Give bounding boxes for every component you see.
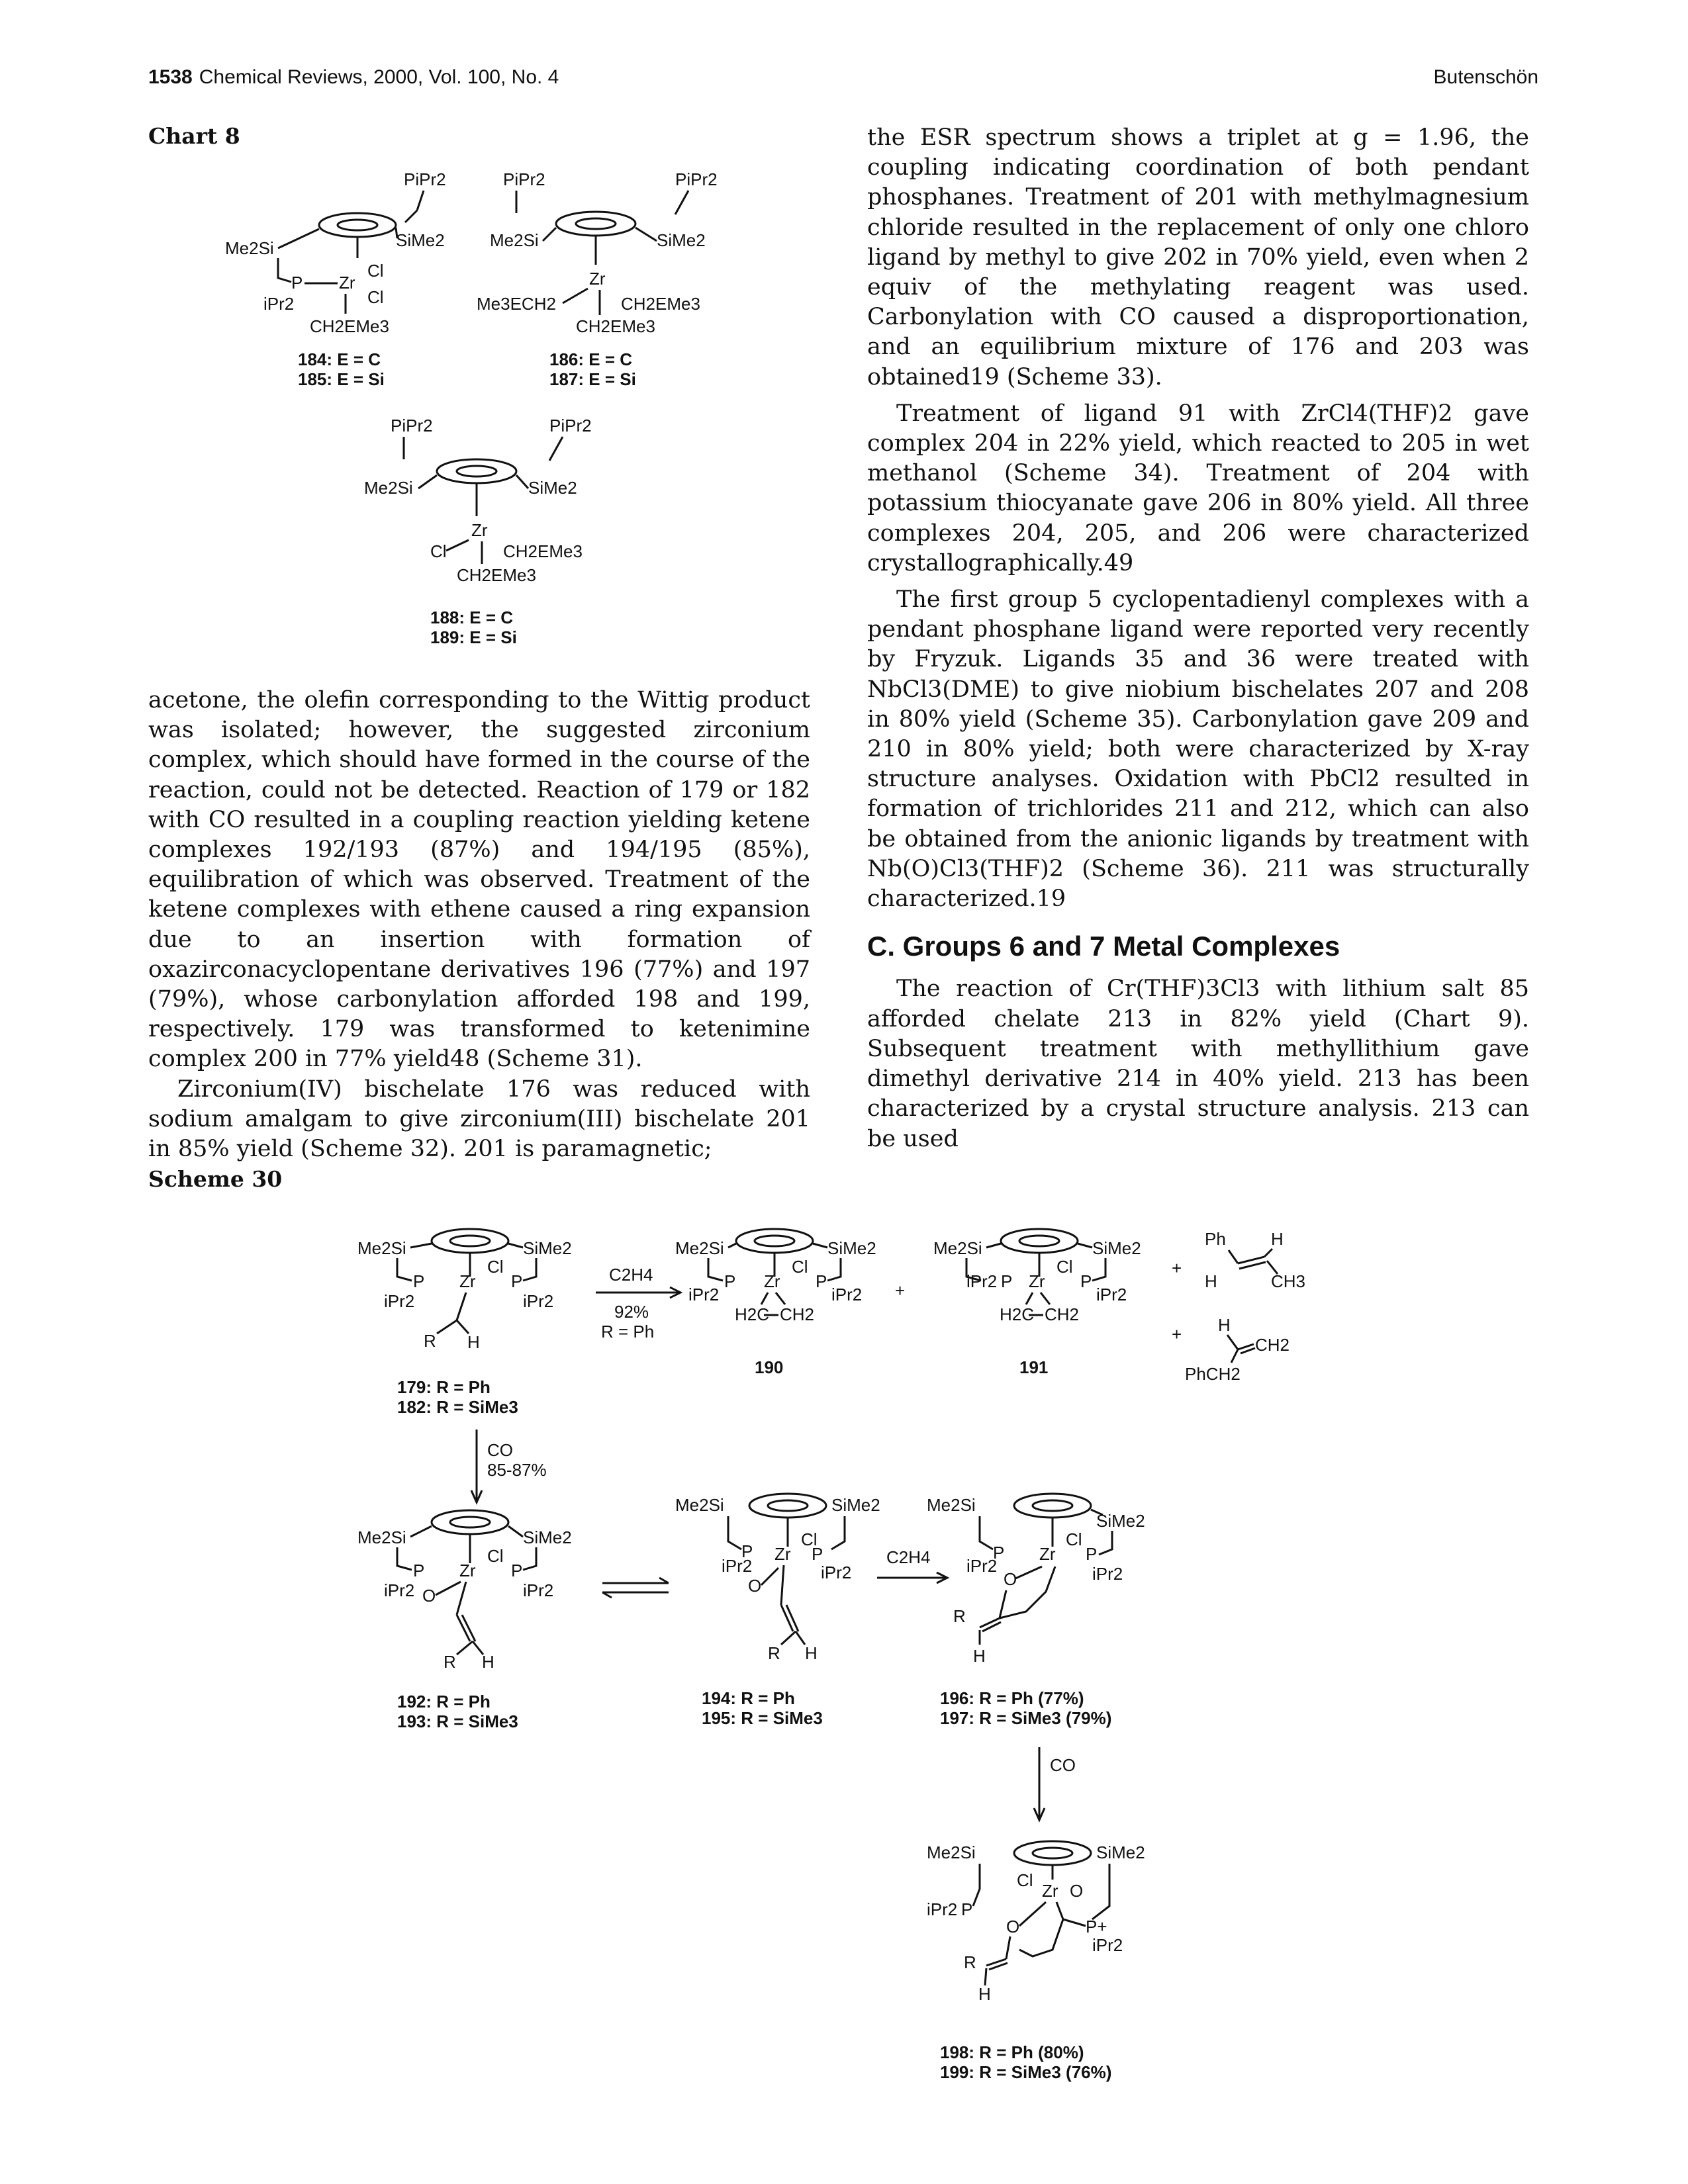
reagent-condition: R = Ph (601, 1322, 655, 1342)
atom-label: SiMe2 (396, 230, 445, 250)
structure-184-185 (225, 159, 444, 404)
atom-label: CH2 (1255, 1335, 1290, 1355)
bond (418, 475, 437, 488)
chart-8-label: Chart 8 (148, 123, 240, 149)
caption-194: 194: R = Ph (702, 1688, 795, 1708)
bond (781, 1565, 784, 1605)
bond (973, 1864, 980, 1906)
bond (549, 437, 563, 461)
bond (405, 210, 417, 222)
atom-label: Zr (1029, 1271, 1045, 1291)
atom-label: R (444, 1652, 456, 1672)
structure-198-199 (927, 1833, 1172, 2091)
atom-label: P (413, 1561, 425, 1580)
caption-193: 193: R = SiMe3 (397, 1711, 518, 1731)
atom-label: Cl (487, 1257, 504, 1277)
structure-190 (662, 1221, 900, 1387)
atom-label: P (291, 273, 303, 293)
bond (417, 191, 424, 210)
right-paragraph-3: The first group 5 cyclopentadienyl complexes with a pendant phosphane ligand were reported very recently by Fryzuk. Ligands 35 and 36 were treated with NbCl3(DME) to give niobium bischelates 207 and 208 in 80% yield (Scheme 35). Carbonylation gave 209 and 210 in 80% yield; both were characterized by X-ray structure analyses. Oxidation with PbCl2 resulted in formation of trichlorides 211 and 212, which can also be obtained from the anionic ligands by treatment with Nb(O)Cl3(THF)2 (Scheme 36). 211 was structurally characterized.19 (867, 586, 1529, 913)
bond (1063, 1919, 1086, 1926)
right-paragraph-2: Treatment of ligand 91 with ZrCl4(THF)2 gave complex 204 in 22% yield, which reacted to 205 in wet methanol (Scheme 34). Treatment of 204 with potassium thiocyanate gave 206 in 80% yield. All three complexes 204, 205, and 206 were characterized crystallographically.49 (867, 400, 1529, 576)
right-paragraph-4: The reaction of Cr(THF)3Cl3 with lithium salt 85 afforded chelate 213 in 82% yield (Chart 9). Subsequent treatment with methyllithium gave dimethyl derivative 214 in 40% yield. 213 has been characterized by a crystal structure analysis. 213 can be used (867, 976, 1529, 1152)
cp-ring (556, 212, 635, 236)
bond (397, 1547, 412, 1570)
atom-label: Zr (589, 269, 606, 289)
caption-196: 196: R = Ph (77%) (940, 1688, 1084, 1708)
structure-179-182 (357, 1221, 602, 1433)
atom-label: Cl (1017, 1870, 1033, 1890)
atom-label: iPr2 (1096, 1285, 1127, 1304)
bond (1078, 1244, 1092, 1248)
atom-label: P (511, 1271, 523, 1291)
bond (457, 1320, 469, 1334)
atom-label: H (973, 1646, 986, 1666)
plus-text: + (1172, 1258, 1182, 1278)
bond (761, 1568, 778, 1585)
atom-label: H (1205, 1271, 1217, 1291)
atom-label: Zr (471, 520, 488, 540)
atom-label: SiMe2 (657, 230, 706, 250)
atom-label: P (413, 1271, 425, 1291)
atom-label: SiMe2 (831, 1495, 880, 1515)
bond (675, 191, 688, 214)
bond (776, 1293, 785, 1304)
atom-label: iPr2 (927, 1899, 958, 1919)
caption-179: 179: R = Ph (397, 1377, 491, 1397)
atom-label: P (993, 1543, 1005, 1563)
atom-label: P (724, 1271, 736, 1291)
atom-label: iPr2 (688, 1285, 720, 1304)
atom-label: O (422, 1586, 436, 1606)
atom-label: SiMe2 (827, 1238, 876, 1258)
bond (1227, 1335, 1238, 1349)
cp-ring (749, 1494, 826, 1518)
atom-label: R (953, 1606, 966, 1626)
atom-label: O (1006, 1917, 1020, 1936)
atom-label: Cl (1066, 1529, 1082, 1549)
reagent-label: C2H4 (609, 1265, 653, 1285)
bond (278, 229, 319, 248)
atom-label: H (482, 1652, 494, 1672)
header-left (148, 66, 559, 89)
atom-label: iPr2 (831, 1285, 863, 1304)
bond (982, 1622, 1001, 1631)
atom-label: PiPr2 (675, 169, 718, 189)
bond (1056, 1902, 1063, 1919)
cp-ring (1001, 1229, 1078, 1253)
bond (980, 1618, 1000, 1627)
atom-label: P (1001, 1271, 1013, 1291)
right-paragraph-1: the ESR spectrum shows a triplet at g = 1.96, the coupling indicating coordination of both pendant phosphanes. Treatment of 201 with methylmagnesium chloride resulted in the replacement of only one chloro ligand by methyl to give 202 in 70% yield, even when 2 equiv of the methylating reagent was used. Carbonylation with CO caused a disproportionation, and an equilibrium mixture of 176 and 203 was obtained19 (Scheme 33). (867, 124, 1529, 390)
atom-label: CH2EMe3 (457, 565, 536, 585)
atom-label: CH2EMe3 (621, 294, 700, 314)
atom-label: Me2Si (675, 1495, 724, 1515)
bond (980, 1516, 993, 1549)
atom-label: P (1080, 1271, 1092, 1291)
atom-label: SiMe2 (1096, 1843, 1145, 1862)
bond (508, 1526, 523, 1537)
caption-187: 187: E = Si (549, 369, 636, 389)
bond (831, 1516, 845, 1549)
reaction-arrow-co (463, 1430, 583, 1509)
running-header (148, 66, 1538, 95)
bond (1015, 1567, 1042, 1578)
cp-ring (1014, 1494, 1091, 1518)
plus-text: + (1172, 1324, 1182, 1344)
atom-label: H2C (1000, 1304, 1035, 1324)
bond (1019, 1919, 1063, 1956)
left-column (148, 686, 810, 1164)
atom-label: O (1070, 1881, 1084, 1901)
bond (796, 1631, 805, 1645)
atom-label: Zr (459, 1561, 476, 1580)
atom-label: CH2EMe3 (576, 316, 655, 336)
bond (1231, 1349, 1238, 1363)
atom-label: Me2Si (927, 1843, 976, 1862)
caption-191: 191 (1019, 1357, 1049, 1377)
atom-label: PhCH2 (1185, 1364, 1241, 1384)
atom-label: PiPr2 (391, 416, 433, 435)
atom-label: Me3ECH2 (477, 294, 556, 314)
reagent-yield: 92% (614, 1302, 649, 1322)
atom-label: Me2Si (490, 230, 539, 250)
atom-label: P (812, 1544, 823, 1564)
cp-ring (319, 213, 396, 237)
page-number: 1538 (148, 66, 193, 88)
atom-label: H2C (735, 1304, 770, 1324)
bond (1000, 1590, 1006, 1618)
bond (278, 258, 291, 282)
caption-199: 199: R = SiMe3 (76%) (940, 2062, 1112, 2082)
atom-label: Zr (774, 1544, 791, 1564)
structure-188-189 (364, 410, 642, 662)
atom-label: iPr2 (821, 1563, 852, 1582)
atom-label: iPr2 (523, 1291, 554, 1311)
cp-ring (736, 1229, 813, 1253)
caption-197: 197: R = SiMe3 (79%) (940, 1708, 1112, 1728)
bond (410, 1244, 432, 1248)
atom-label: SiMe2 (528, 478, 577, 498)
equilibrium-arrows (602, 1575, 675, 1602)
structure-194-195 (675, 1486, 900, 1737)
reagent-label: CO (487, 1440, 513, 1460)
section-heading: C. Groups 6 and 7 Metal Complexes (867, 931, 1340, 962)
atom-label: P (961, 1899, 973, 1919)
atom-label: Me2Si (357, 1238, 406, 1258)
atom-label: H (978, 1984, 991, 2004)
bond (1229, 1250, 1238, 1263)
atom-label: P (511, 1561, 523, 1580)
caption-189: 189: E = Si (430, 627, 517, 647)
bond (437, 1320, 457, 1334)
caption-182: 182: R = SiMe3 (397, 1397, 518, 1417)
atom-label: O (1004, 1569, 1017, 1589)
bond (786, 1605, 798, 1631)
atom-label: Cl (792, 1257, 808, 1277)
atom-label: H (467, 1332, 480, 1352)
atom-label: Zr (459, 1271, 476, 1291)
bond (410, 1526, 432, 1537)
caption-185: 185: E = Si (298, 369, 385, 389)
right-column (867, 123, 1529, 1154)
atom-label: Ph (1205, 1229, 1226, 1249)
bond (1026, 1293, 1033, 1304)
caption-188: 188: E = C (430, 608, 514, 627)
plus-text: + (895, 1281, 906, 1300)
bond (1006, 1936, 1010, 1959)
atom-label: Cl (487, 1546, 504, 1566)
bond (781, 1631, 796, 1645)
atom-label: Cl (801, 1529, 818, 1549)
bond (781, 1605, 793, 1631)
bond (635, 228, 657, 241)
atom-label: R (768, 1643, 780, 1663)
bond (563, 289, 588, 303)
atom-label: Zr (1042, 1881, 1058, 1901)
atom-label: Cl (430, 541, 447, 561)
caption-190: 190 (755, 1357, 784, 1377)
bond (1041, 1293, 1050, 1304)
atom-label: iPr2 (384, 1580, 415, 1600)
structure-191 (927, 1221, 1165, 1387)
reagent-label: CO (1050, 1755, 1076, 1775)
atom-label: Cl (367, 261, 384, 281)
bond (728, 1244, 736, 1248)
atom-label: P (816, 1271, 827, 1291)
bond (516, 475, 528, 488)
atom-label: Zr (1039, 1544, 1056, 1564)
atom-label: P+ (1086, 1917, 1107, 1936)
atom-label: SiMe2 (1092, 1238, 1141, 1258)
atom-label: P (1086, 1544, 1098, 1564)
atom-label: SiMe2 (523, 1527, 572, 1547)
atom-label: H (1218, 1315, 1231, 1335)
bond (827, 1258, 841, 1281)
bond (457, 1293, 466, 1320)
header-author: Butenschön (1433, 66, 1538, 88)
left-paragraph-1: acetone, the olefin corresponding to the Wittig product was isolated; however, the suggested zirconium complex, which should have formed in the course of the reaction, could not be detected. Reaction of 179 or 182 with CO resulted in a coupling reaction yielding ketene complexes 192/193 (87%) and 194/195 (85%), equilibration of which was observed. Treatment of the ketene complexes with ethene caused a ring expansion due to an insertion with formation of oxazirconacyclopentane derivatives 196 (77%) and 197 (79%), whose carbonylation afforded 198 and 199, respectively. 179 was transformed to ketenimine complex 200 in 77% yield48 (Scheme 31). (148, 687, 810, 1073)
atom-label: Me2Si (357, 1527, 406, 1547)
bond (813, 1244, 827, 1248)
caption-195: 195: R = SiMe3 (702, 1708, 823, 1728)
atom-label: PiPr2 (503, 169, 545, 189)
cp-ring (432, 1229, 508, 1253)
reaction-arrow-co-2 (1033, 1747, 1112, 1827)
reagent-label: C2H4 (886, 1547, 931, 1567)
structure-196-197 (927, 1486, 1172, 1737)
reagent-yield: 85-87% (487, 1460, 547, 1480)
atom-label: iPr2 (384, 1291, 415, 1311)
caption-184: 184: E = C (298, 349, 381, 369)
caption-186: 186: E = C (549, 349, 633, 369)
atom-label: Me2Si (933, 1238, 982, 1258)
bond (523, 1258, 536, 1281)
atom-label: Me2Si (364, 478, 413, 498)
atom-label: CH2EMe3 (503, 541, 583, 561)
structure-186-187 (477, 159, 768, 404)
atom-label: CH3 (1271, 1271, 1306, 1291)
atom-label: H (805, 1643, 818, 1663)
scheme-30-label: Scheme 30 (148, 1166, 283, 1192)
atom-label: PiPr2 (549, 416, 592, 435)
atom-label: H (1271, 1229, 1284, 1249)
atom-label: iPr2 (523, 1580, 554, 1600)
caption-192: 192: R = Ph (397, 1692, 491, 1711)
side-products (1172, 1228, 1344, 1393)
atom-label: O (748, 1576, 762, 1596)
bond (457, 1582, 466, 1615)
journal-citation: Chemical Reviews, 2000, Vol. 100, No. 4 (199, 66, 559, 88)
bond (1264, 1249, 1272, 1257)
atom-label: iPr2 (1092, 1564, 1123, 1584)
bond (397, 1258, 412, 1281)
bond (1241, 1348, 1255, 1353)
atom-label: CH2EMe3 (310, 316, 389, 336)
cp-ring (437, 459, 516, 483)
bond (523, 1547, 536, 1570)
atom-label: R (964, 1952, 976, 1972)
atom-label: Me2Si (675, 1238, 724, 1258)
atom-label: iPr2 (1092, 1935, 1123, 1955)
atom-label: Cl (367, 287, 384, 307)
atom-label: SiMe2 (1096, 1511, 1145, 1531)
bond (446, 540, 469, 551)
atom-label: P (741, 1541, 753, 1561)
caption-198: 198: R = Ph (80%) (940, 2042, 1084, 2062)
atom-label: Me2Si (225, 238, 274, 258)
bond (986, 1244, 1001, 1248)
bond (1019, 1902, 1046, 1926)
bond (436, 1582, 461, 1595)
bond (708, 1258, 723, 1281)
structure-192-193 (357, 1502, 602, 1741)
atom-label: CH2 (780, 1304, 815, 1324)
cp-ring (432, 1510, 508, 1534)
atom-label: R (424, 1331, 436, 1351)
bond (985, 1968, 986, 1985)
atom-label: iPr2 (263, 294, 295, 314)
bond (508, 1244, 523, 1248)
bond (1099, 1531, 1112, 1555)
atom-label: CH2 (1045, 1304, 1080, 1324)
bond (457, 1641, 473, 1655)
bond (728, 1516, 741, 1549)
atom-label: PiPr2 (404, 169, 446, 189)
cp-ring (1014, 1841, 1091, 1865)
left-paragraph-2: Zirconium(IV) bischelate 176 was reduced with sodium amalgam to give zirconium(III) bischelate 201 in 85% yield (Scheme 32). 201 is paramagnetic; (148, 1075, 810, 1163)
atom-label: iPr2 (722, 1556, 753, 1576)
atom-label: Zr (764, 1271, 780, 1291)
atom-label: iPr2 (966, 1556, 998, 1576)
bond (761, 1293, 768, 1304)
bond (543, 228, 556, 241)
atom-label: iPr2 (966, 1271, 998, 1291)
bond (1092, 1258, 1105, 1281)
atom-label: SiMe2 (523, 1238, 572, 1258)
plus-sign (894, 1281, 914, 1300)
atom-label: Zr (339, 273, 355, 293)
atom-label: Cl (1056, 1257, 1073, 1277)
atom-label: Me2Si (927, 1495, 976, 1515)
bond (1092, 1864, 1109, 1919)
